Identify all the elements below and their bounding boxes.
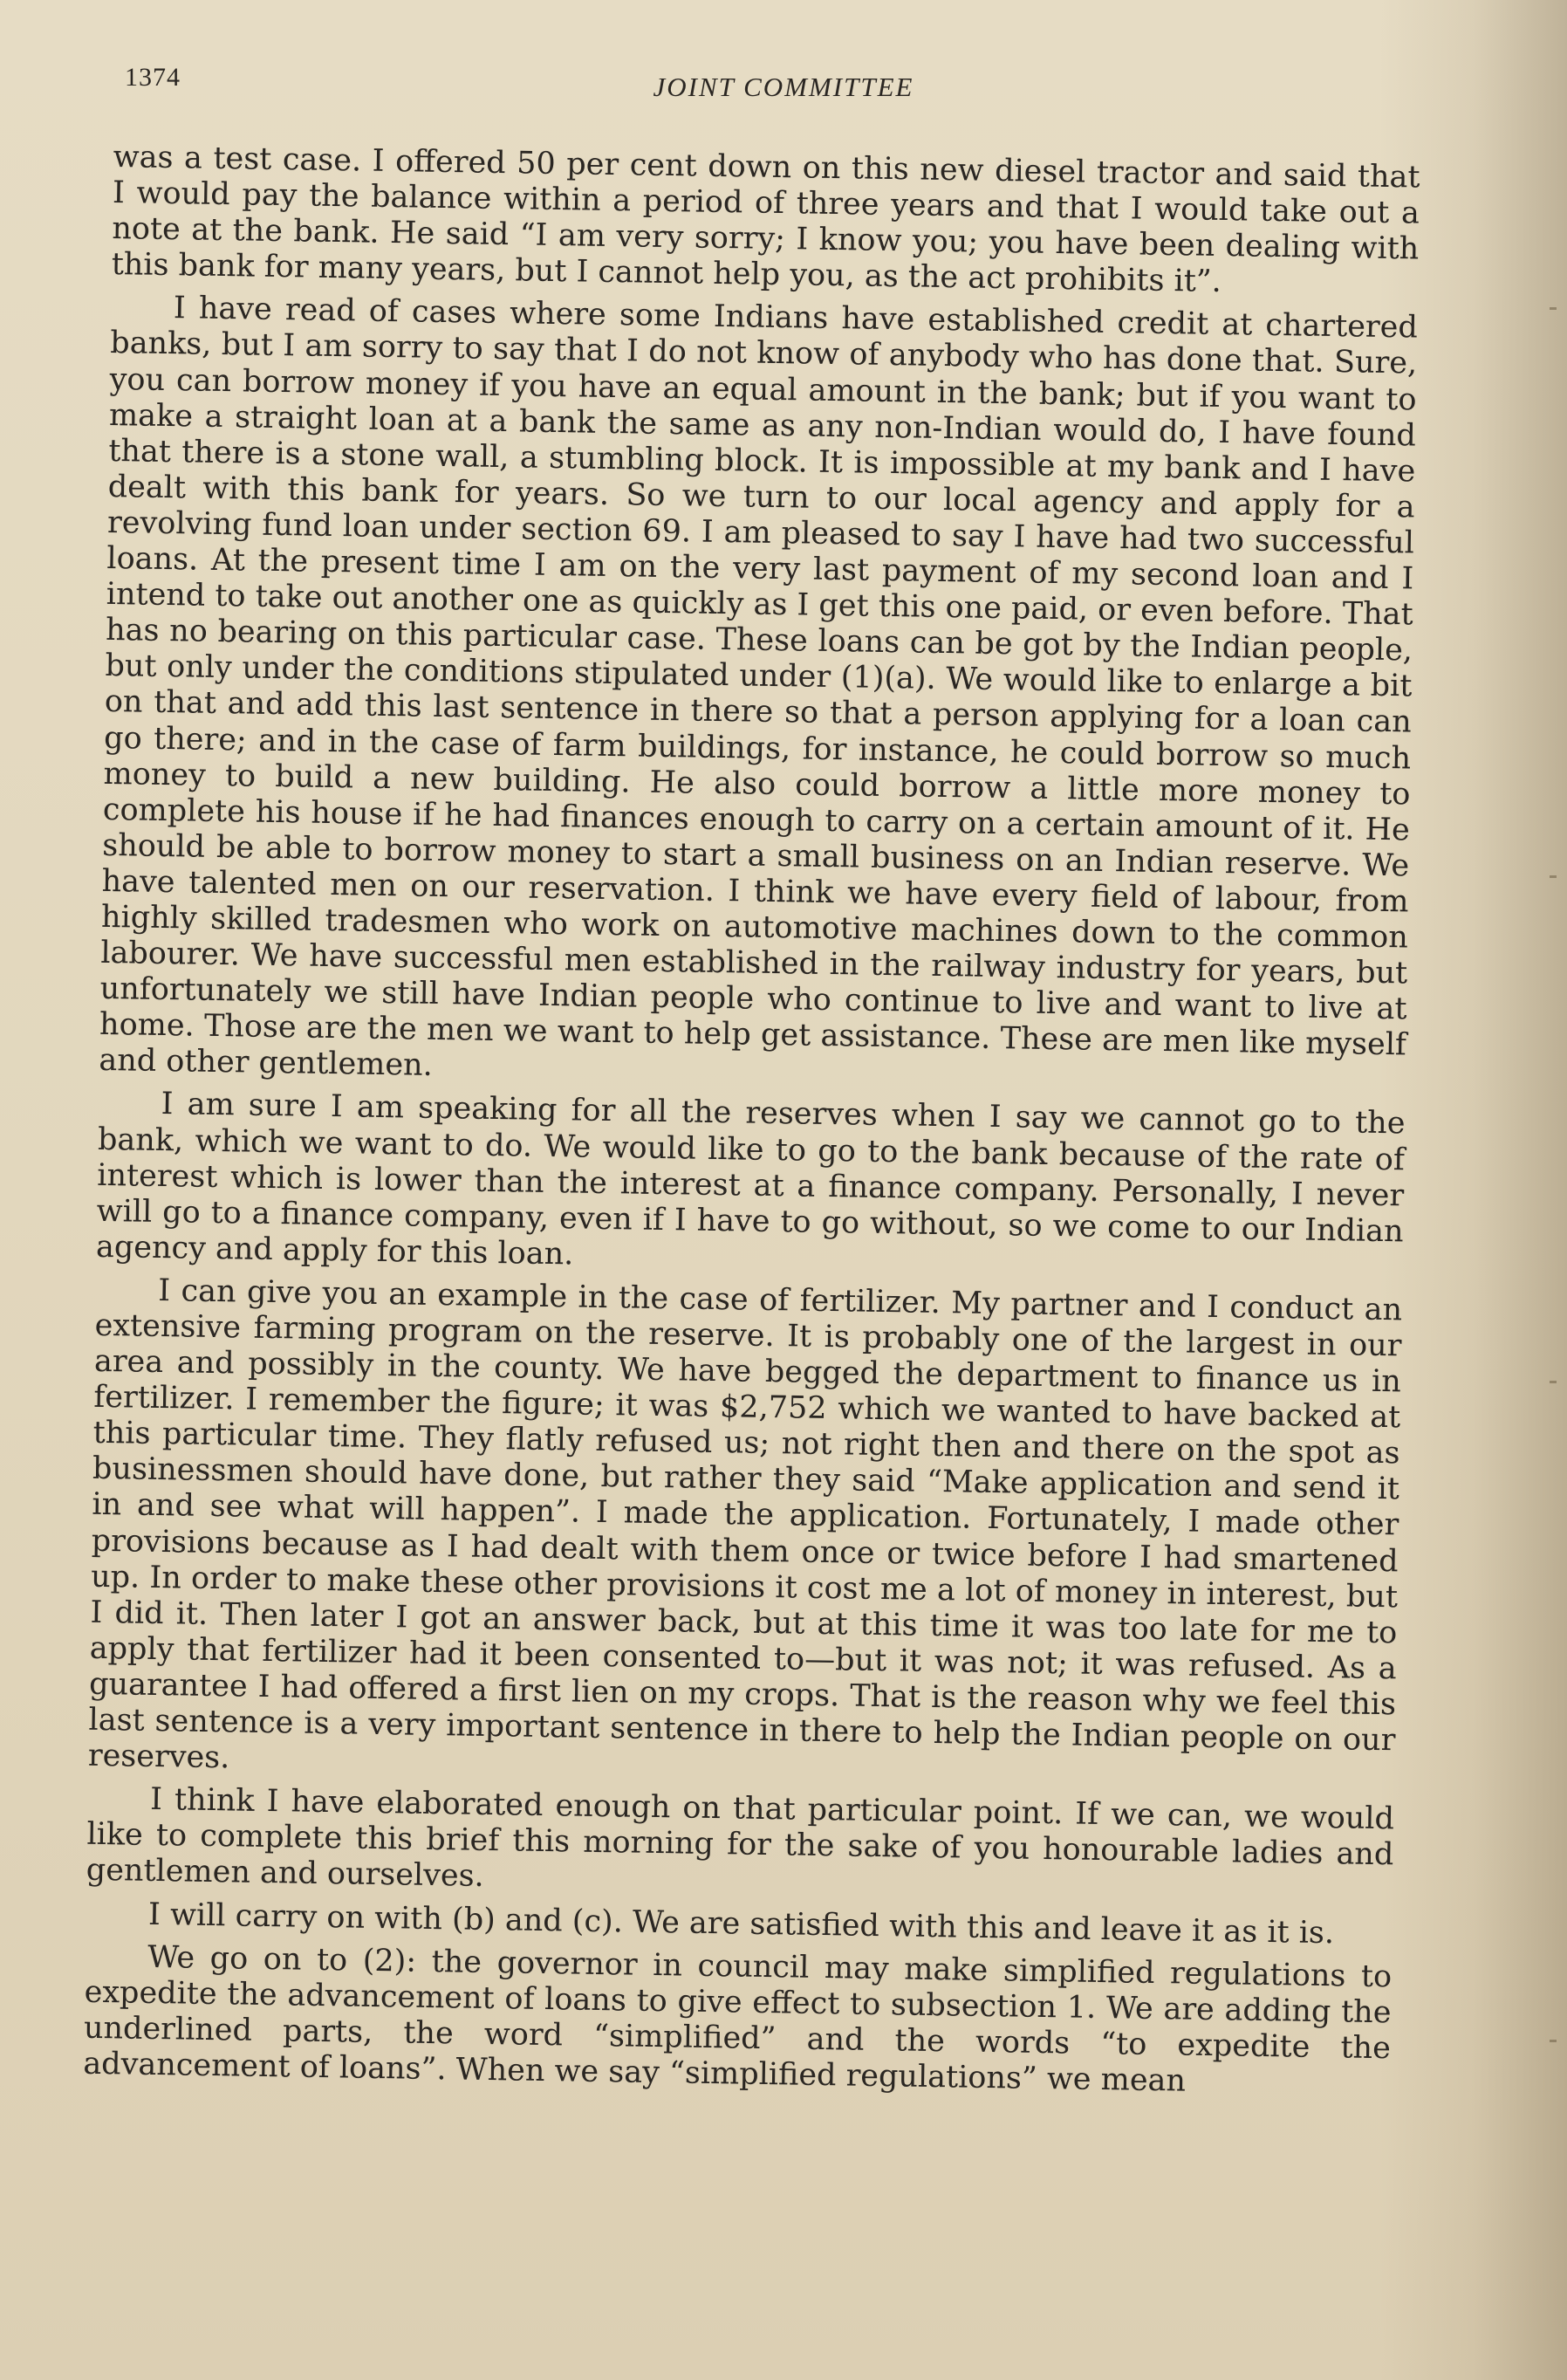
paragraph-2: I have read of cases where some Indians have established credit at chartered banks, but I am sorry to say that I do not know of anybody who has done that. Sure, you can borrow money if you have an equal amount in the bank; but if you want to make a straight loan at a bank the same as any non-Indian would do, I have found that there is a stone wall, a stumbling block. It is impossible at my bank and I have dealt with this bank for years. So we turn to our local agency and apply for a revolving fund loan under section 69. I am pleased to say I have had two successful loans. At the present time I am on the very last payment of my second loan and I intend to take out another one as quickly as I get this one paid, or even before. That has no bearing on this particular case. These loans can be got by the Indian people, but only under the conditions stipulated under (1)(a). We would like to enlarge a bit on that and add this last sentence in there so that a person applying for a loan can go there; and in the case of farm buildings, for instance, he could borrow so much money to build a new building. He also could borrow a little more money to complete his house if he had finances enough to carry on a certain amount of it. He should be able to borrow money to start a small business on an Indian reserve. We have talented men on our reservation. I think we have every field of labour, from highly skilled tradesmen who work on automotive machines down to the common labourer. We have successful men established in the railway industry for years, but unfortunately we still have Indian people who continue to live and want to live at home. Those are the men we want to help get assistance. These are men like myself and other gentlemen. bbox=[99, 291, 1419, 1084]
margin-mark bbox=[1550, 2040, 1557, 2042]
page-number: 1374 bbox=[125, 63, 181, 92]
paragraph-4: I can give you an example in the case of fertilizer. My partner and I conduct an extensive farming program on the reserve. It is probably one of the largest in our area and possibly in the county. We have begged the department to finance us in fertilizer. I remember the figure; it was $2,752 which we wanted to have backed at this particular time. They flatly refused us; not right then and there on the spot as businessmen should have done, but rather they said “Make application and send it in and see what will happen”. I made the application. Fortunately, I made other provisions because as I had dealt with them once or twice before I had smartened up. In order to make these other provisions it cost me a lot of money in interest, but I did it. Then later I got an answer back, but at this time it was too late for me to apply that fertilizer had it been consented to—but it was not; it was refused. As a guarantee I had offered a first lien on my crops. That is the reason why we feel this last sentence is a very important sentence in there to help the Indian people on our reserves. bbox=[87, 1272, 1403, 1776]
paragraph-7: We go on to (2): the governor in council may make simplified regulations to expedite the advancement of loans to give effect to subsection 1. We are adding the underlined parts, the word “simplified” and the words “to expedite the advancement of loans”. When we say “simplified regulations” we mean bbox=[83, 1939, 1393, 2099]
paragraph-5: I think I have elaborated enough on that particular point. If we can, we would like to complete this brief this morning for the sake of you honourable ladies and gentlemen and ourselves. bbox=[86, 1782, 1395, 1895]
paragraph-6: I will carry on with (b) and (c). We are satisfied with this and leave it as it is. bbox=[147, 1896, 1335, 1951]
margin-mark bbox=[1550, 875, 1557, 878]
body-text bbox=[83, 140, 1420, 2109]
paragraph-3: I am sure I am speaking for all the reserves when I say we cannot go to the bank, which we want to do. We would like to go to the bank because of the rate of interest which is lower than the interest at a finance company. Personally, I never will go to a finance company, even if I have to go without, so we come to our Indian agency and apply for this loan. bbox=[95, 1087, 1406, 1272]
running-head: JOINT COMMITTEE bbox=[653, 72, 914, 102]
margin-mark bbox=[1550, 1381, 1557, 1383]
margin-mark bbox=[1550, 307, 1557, 310]
paragraph-1: was a test case. I offered 50 per cent down on this new diesel tractor and said that I would pay the balance within a period of three years and that I would take out a note at the bank. He said “I am very sorry; I know you; you have been dealing with this bank for many years, but I cannot help you, as the act prohibits it”. bbox=[111, 140, 1420, 300]
